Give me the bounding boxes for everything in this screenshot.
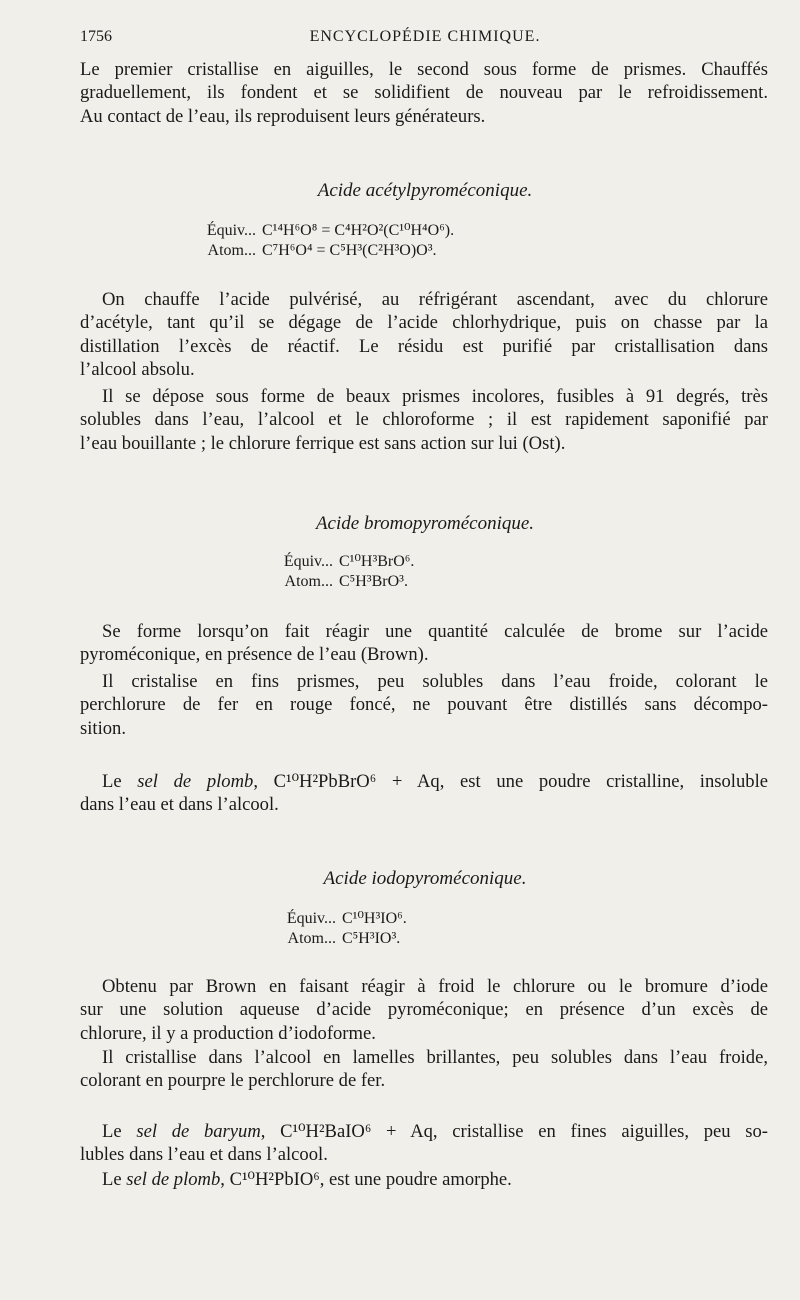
- text-line: chlorure, il y a production d’iodoforme.: [80, 1022, 376, 1044]
- text-line: dans l’eau et dans l’alcool.: [80, 794, 279, 816]
- italic-term: sel de baryum: [136, 1121, 261, 1142]
- text-fragment: Le: [102, 1121, 137, 1142]
- equiv-value: C¹⁴H⁶O⁸ = C⁴H²O²(C¹⁰H⁴O⁶).: [262, 222, 455, 239]
- section-title-bromo: Acide bromopyroméconique.: [315, 513, 535, 534]
- text-line: Le premier cristallise en aiguilles, le second sous forme de prismes. Chauffés: [80, 59, 768, 80]
- text-line: sur une solution aqueuse d’acide pyroméconique; en présence d’un excès de: [80, 999, 768, 1021]
- text-line: pyroméconique, en présence de l’eau (Brown).: [80, 644, 429, 666]
- text-line: Il cristallise dans l’alcool en lamelles brillantes, peu solubles dans l’eau froide,: [102, 1047, 768, 1068]
- equiv-label: Équiv...: [283, 553, 333, 570]
- text-line: Au contact de l’eau, ils reproduisent leurs générateurs.: [80, 105, 486, 127]
- equiv-value: C¹⁰H³IO⁶.: [342, 910, 407, 927]
- text-line: On chauffe l’acide pulvérisé, au réfrigérant ascendant, avec du chlorure: [102, 289, 768, 310]
- formula-iodo: [248, 909, 407, 949]
- text-line: [80, 1168, 768, 1191]
- page-header: [80, 28, 770, 50]
- paragraph-iodo-props: [80, 1046, 768, 1093]
- text-line: graduellement, ils fondent et se solidifient de nouveau par le refroidissement.: [80, 82, 768, 104]
- atom-label: Atom...: [284, 573, 333, 590]
- text-fragment: , C¹⁰H²BaIO⁶ + Aq, cristallise en fines aiguilles, peu so-: [260, 1121, 768, 1142]
- paragraph-acetyl-prep: [80, 288, 768, 381]
- atom-label: Atom...: [207, 242, 256, 259]
- italic-term: sel de plomb: [126, 1169, 221, 1190]
- paragraph-iodo-prep: [80, 975, 768, 1045]
- paragraph-iodo-barium-salt: [80, 1120, 768, 1167]
- text-line: Il se dépose sous forme de beaux prismes incolores, fusibles à 91 degrés, très: [102, 386, 768, 407]
- text-line: solubles dans l’eau, l’alcool et le chloroforme ; il est rapidement saponifié par: [80, 409, 768, 431]
- running-title: ENCYCLOPÉDIE CHIMIQUE.: [309, 28, 541, 45]
- text-line: Se forme lorsqu’on fait réagir une quantité calculée de brome sur l’acide: [102, 621, 768, 642]
- paragraph-bromo-prep: [80, 620, 768, 667]
- paragraph-bromo-lead-salt: [80, 770, 768, 817]
- paragraph-iodo-lead-salt: [80, 1168, 768, 1191]
- equiv-value: C¹⁰H³BrO⁶.: [339, 553, 415, 570]
- text-fragment: , C¹⁰H²PbIO⁶, est une poudre amorphe.: [220, 1169, 512, 1190]
- page-number: 1756: [80, 28, 112, 45]
- atom-value: C⁷H⁶O⁴ = C⁵H³(C²H³O)O³.: [262, 242, 437, 259]
- text-line: [80, 1120, 768, 1143]
- paragraph-bromo-props: [80, 670, 768, 740]
- equiv-label: Équiv...: [206, 222, 256, 239]
- section-title-iodo: Acide iodopyroméconique.: [323, 868, 527, 889]
- paragraph-acetyl-props: [80, 385, 768, 455]
- text-line: sition.: [80, 717, 126, 739]
- text-line: colorant en pourpre le perchlorure de fer.: [80, 1070, 386, 1092]
- text-line: distillation l’excès de réactif. Le résidu est purifié par cristallisation dans: [80, 335, 768, 357]
- italic-term: sel de plomb: [137, 771, 254, 792]
- atom-value: C⁵H³BrO³.: [339, 573, 408, 590]
- atom-label: Atom...: [287, 930, 336, 947]
- text-fragment: Le: [102, 1169, 127, 1190]
- paragraph-crystallization: [80, 58, 768, 128]
- text-line: d’acétyle, tant qu’il se dégage de l’acide chlorhydrique, puis on chasse par la: [80, 312, 768, 334]
- text-line: l’eau bouillante ; le chlorure ferrique est sans action sur lui (Ost).: [80, 432, 566, 454]
- text-line: Obtenu par Brown en faisant réagir à froid le chlorure ou le bromure d’iode: [102, 976, 768, 997]
- text-line: Il cristalise en fins prismes, peu solubles dans l’eau froide, colorant le: [102, 671, 768, 692]
- formula-acetyl: [168, 221, 454, 261]
- text-line: l’alcool absolu.: [80, 358, 195, 380]
- text-fragment: , C¹⁰H²PbBrO⁶ + Aq, est une poudre cristalline, insoluble: [253, 771, 768, 792]
- text-line: perchlorure de fer en rouge foncé, ne pouvant être distillés sans décompo-: [80, 694, 768, 716]
- text-line: lubles dans l’eau et dans l’alcool.: [80, 1144, 328, 1166]
- section-title-acetyl: Acide acétylpyroméconique.: [317, 180, 533, 201]
- formula-bromo: [245, 552, 414, 592]
- equiv-label: Équiv...: [286, 910, 336, 927]
- text-line: [80, 770, 768, 793]
- text-fragment: Le: [102, 771, 138, 792]
- atom-value: C⁵H³IO³.: [342, 930, 401, 947]
